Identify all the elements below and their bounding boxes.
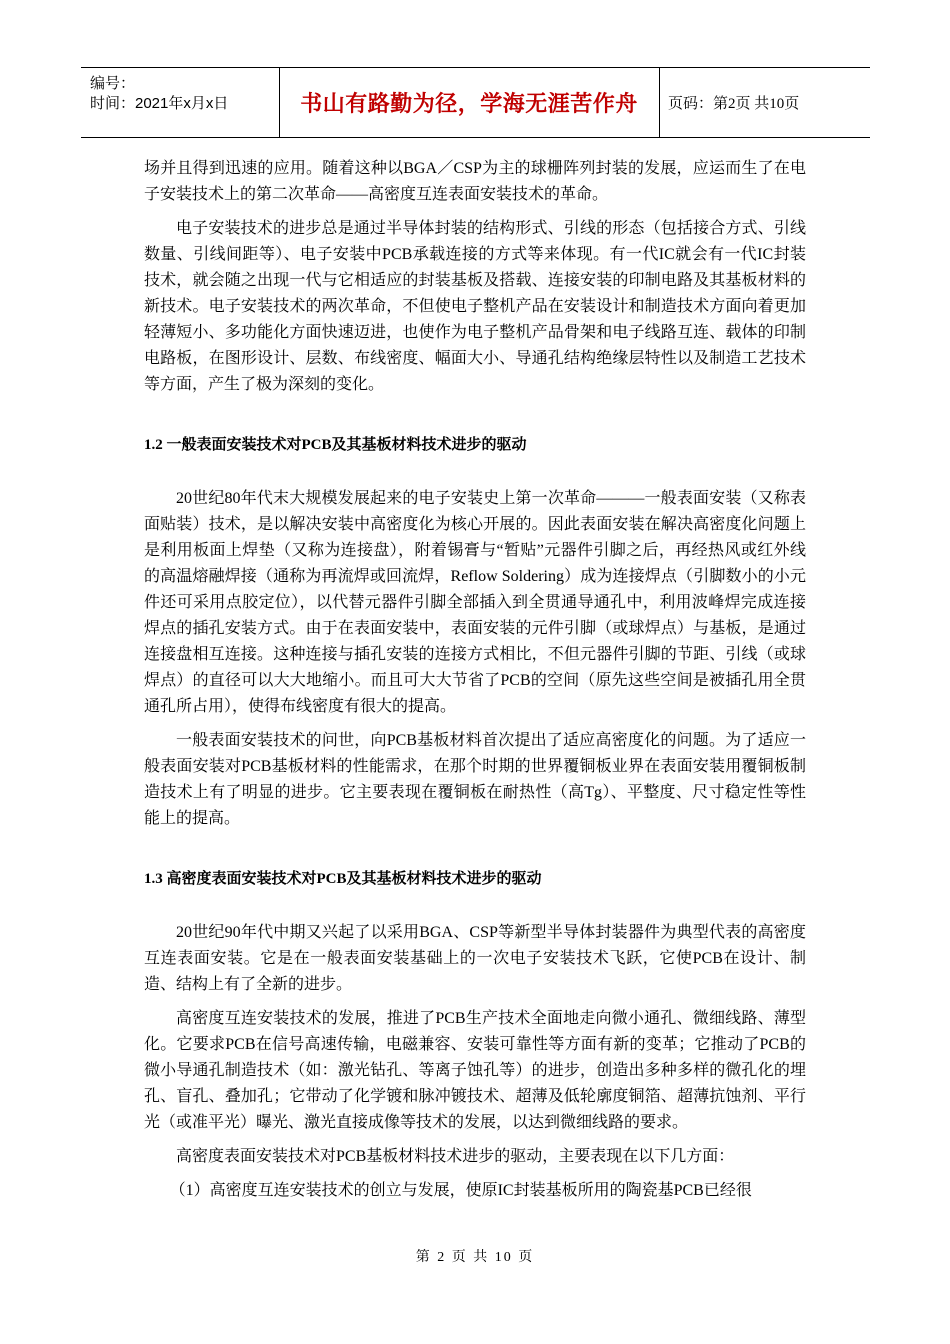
paragraph: 20世纪80年代末大规模发展起来的电子安装史上第一次革命———一般表面安装（又称表面贴装）技术，是以解决安装中高密度化为核心开展的。因此表面安装在解决高密度化问题上是利用板面上焊垫（又称为连接盘），附着锡膏与“暂贴”元器件引脚之后，再经热风或红外线的高温熔融焊接（通称为再流焊或回流焊，Reflow Soldering）成为连接焊点（引脚数小的小元件还可采用点胶定位），以代替元器件引脚全部插入到全贯通导通孔中，利用波峰焊完成连接焊点的插孔安装方式。由于在表面安装中，表面安装的元件引脚（或球焊点）与基板，是通过连接盘相互连接。这种连接与插孔安装的连接方式相比，不但元器件引脚的节距、引线（或球焊点）的直径可以大大地缩小。而且可大大节省了PCB的空间（原先这些空间是被插孔用全贯通孔所占用），使得布线密度有很大的提高。 — [144, 490, 806, 715]
section-heading: 1.3 高密度表面安装技术对PCB及其基板材料技术进步的驱动 — [144, 871, 542, 887]
paragraph: 一般表面安装技术的问世，向PCB基板材料首次提出了适应高密度化的问题。为了适应一般表面安装对PCB基板材料的性能需求，在那个时期的世界覆铜板业界在表面安装用覆铜板制造技术上有了明显的进步。它主要表现在覆铜板在耐热性（高Tg）、平整度、尺寸稳定性等性能上的提高。 — [144, 732, 806, 827]
document-body — [144, 156, 806, 1204]
paragraph: 高密度互连安装技术的发展，推进了PCB生产技术全面地走向微小通孔、微细线路、薄型化。它要求PCB在信号高速传输，电磁兼容、安装可靠性等方面有新的变革；它推动了PCB的微小导通孔制造技术（如：激光钻孔、等离子蚀孔等）的进步，创造出多种多样的微孔化的埋孔、盲孔、叠加孔；它带动了化学镀和脉冲镀技术、超薄及低轮廓度铜箔、超薄抗蚀剂、平行光（或准平光）曝光、激光直接成像等技术的发展，以达到微细线路的要求。 — [144, 1010, 806, 1131]
paragraph: 场并且得到迅速的应用。随着这种以BGA／CSP为主的球栅阵列封装的发展，应运而生了在电子安装技术上的第二次革命——高密度互连表面安装技术的革命。 — [144, 160, 806, 203]
section-heading: 1.2 一般表面安装技术对PCB及其基板材料技术进步的驱动 — [144, 437, 527, 453]
header-page-info: 页码：第2页 共10页 — [668, 96, 800, 112]
paragraph: 电子安装技术的进步总是通过半导体封装的结构形式、引线的形态（包括接合方式、引线数量、引线间距等）、电子安装中PCB承载连接的方式等来体现。有一代IC就会有一代IC封装技术，就会随之出现一代与它相适应的封装基板及搭载、连接安装的印制电路及其基板材料的新技术。电子安装技术的两次革命，不但使电子整机产品在安装设计和制造技术方面向着更加轻薄短小、多功能化方面快速迈进，也使作为电子整机产品骨架和电子线路互连、载体的印制电路板，在图形设计、层数、布线密度、幅面大小、导通孔结构绝缘层特性以及制造工艺技术等方面，产生了极为深刻的变化。 — [144, 220, 806, 393]
page-header — [81, 67, 870, 138]
header-motto: 书山有路勤为径，学海无涯苦作舟 — [279, 68, 660, 137]
paragraph: 高密度表面安装技术对PCB基板材料技术进步的驱动，主要表现在以下几方面： — [176, 1148, 735, 1165]
document-number-label: 编号： — [90, 75, 136, 92]
paragraph: （1）高密度互连安装技术的创立与发展，使原IC封装基板所用的陶瓷基PCB已经很 — [169, 1182, 752, 1199]
header-meta-cell — [81, 68, 280, 137]
page-footer: 第 2 页 共 10 页 — [415, 1250, 535, 1265]
document-date: 时间：2021年x月x日 — [90, 95, 229, 112]
paragraph: 20世纪90年代中期又兴起了以采用BGA、CSP等新型半导体封装器件为典型代表的高密度互连表面安装。它是在一般表面安装基础上的一次电子安装技术飞跃，它使PCB在设计、制造、结构上有了全新的进步。 — [144, 924, 806, 993]
